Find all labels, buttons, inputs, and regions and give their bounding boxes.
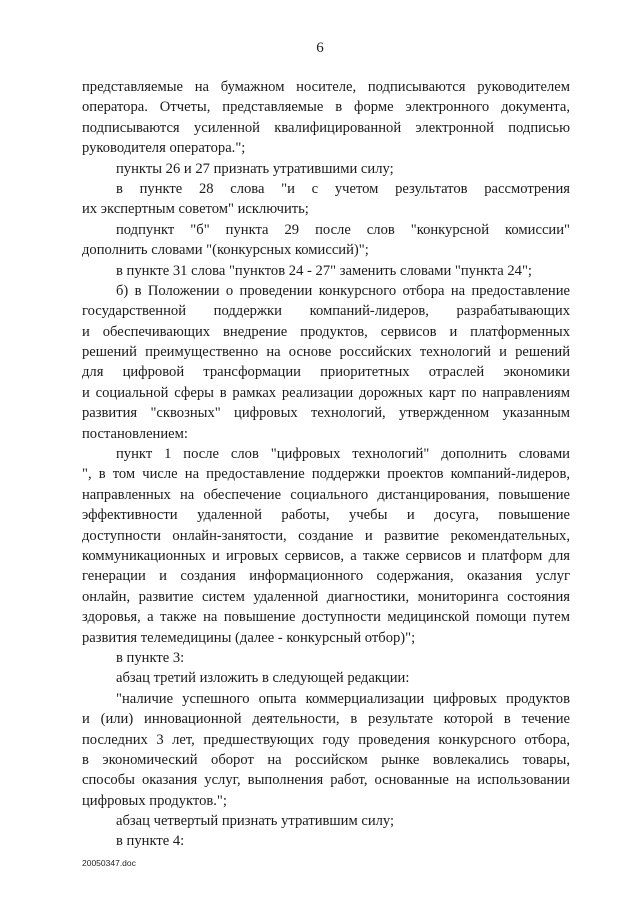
text-line: эффективности удаленной работы, учебы и досуга, повышение	[82, 507, 570, 524]
text-line: и (или) инновационной деятельности, в результате которой в течение	[82, 711, 570, 728]
text-line: руководителя оператора.";	[82, 140, 246, 157]
text-line: оператора. Отчеты, представляемые в форме электронного документа,	[82, 99, 570, 116]
text-line: постановлением:	[82, 425, 188, 442]
text-line: б) в Положении о проведении конкурсного отбора на предоставление	[116, 282, 570, 299]
text-line: ", в том числе на предоставление поддержки проектов компаний-лидеров,	[82, 466, 570, 483]
text-line: развития "сквозных" цифровых технологий, утвержденном указанным	[82, 405, 570, 422]
text-line: коммуникационных и игровых сервисов, а также сервисов и платформ для	[82, 547, 570, 564]
text-line: для цифровой трансформации приоритетных отраслей экономики	[82, 364, 570, 381]
text-line: "наличие успешного опыта коммерциализации цифровых продуктов	[116, 690, 570, 707]
document-body	[82, 77, 570, 852]
text-line: представляемые на бумажном носителе, подписываются руководителем	[82, 79, 570, 95]
text-line: решений преимущественно на основе российских технологий и решений	[82, 344, 570, 361]
text-line: цифровых продуктов.";	[82, 792, 227, 809]
text-line: в пункте 28 слова "и с учетом результатов рассмотрения	[116, 180, 570, 197]
text-line: и социальной сферы в рамках реализации дорожных карт по направлениям	[82, 384, 570, 401]
text-line: направленных на обеспечение социального дистанцирования, повышение	[82, 486, 570, 503]
text-line: онлайн, развитие систем удаленной диагностики, мониторинга состояния	[82, 588, 570, 605]
text-line: абзац третий изложить в следующей редакции:	[116, 670, 410, 687]
text-line: способы оказания услуг, выполнения работ, основанные на использовании	[82, 772, 570, 789]
text-line: их экспертным советом" исключить;	[82, 201, 309, 218]
text-line: абзац четвертый признать утратившим силу;	[116, 813, 395, 830]
text-line: подпункт "б" пункта 29 после слов "конкурсной комиссии"	[116, 221, 570, 238]
text-line: дополнить словами "(конкурсных комиссий)";	[82, 242, 369, 259]
text-line: в пункте 31 слова "пунктов 24 - 27" заменить словами "пункта 24";	[116, 262, 532, 279]
text-line: доступности онлайн-занятости, создание и развитие рекомендательных,	[82, 527, 570, 544]
footer-filename: 20050347.doc	[82, 858, 136, 868]
text-line: в пункте 3:	[116, 649, 185, 666]
text-line: в пункте 4:	[116, 833, 185, 850]
text-line: здоровья, а также на повышение доступности медицинской помощи путем	[82, 609, 570, 626]
text-line: пункты 26 и 27 признать утратившими силу;	[116, 160, 394, 177]
text-line: развития телемедицины (далее - конкурсный отбор)";	[82, 629, 416, 646]
page-number: 6	[316, 40, 324, 56]
text-line: пункт 1 после слов "цифровых технологий" дополнить словами	[116, 446, 570, 463]
text-line: последних 3 лет, предшествующих году проведения конкурсного отбора,	[82, 731, 570, 748]
text-line: и обеспечивающих внедрение продуктов, сервисов и платформенных	[82, 323, 570, 340]
text-line: государственной поддержки компаний-лидеров, разрабатывающих	[82, 303, 570, 320]
text-line: подписываются усиленной квалифицированной электронной подписью	[82, 119, 570, 136]
text-line: генерации и создания информационного содержания, оказания услуг	[82, 568, 570, 585]
text-line: в экономический оборот на российском рынке вовлекались товары,	[82, 751, 570, 768]
